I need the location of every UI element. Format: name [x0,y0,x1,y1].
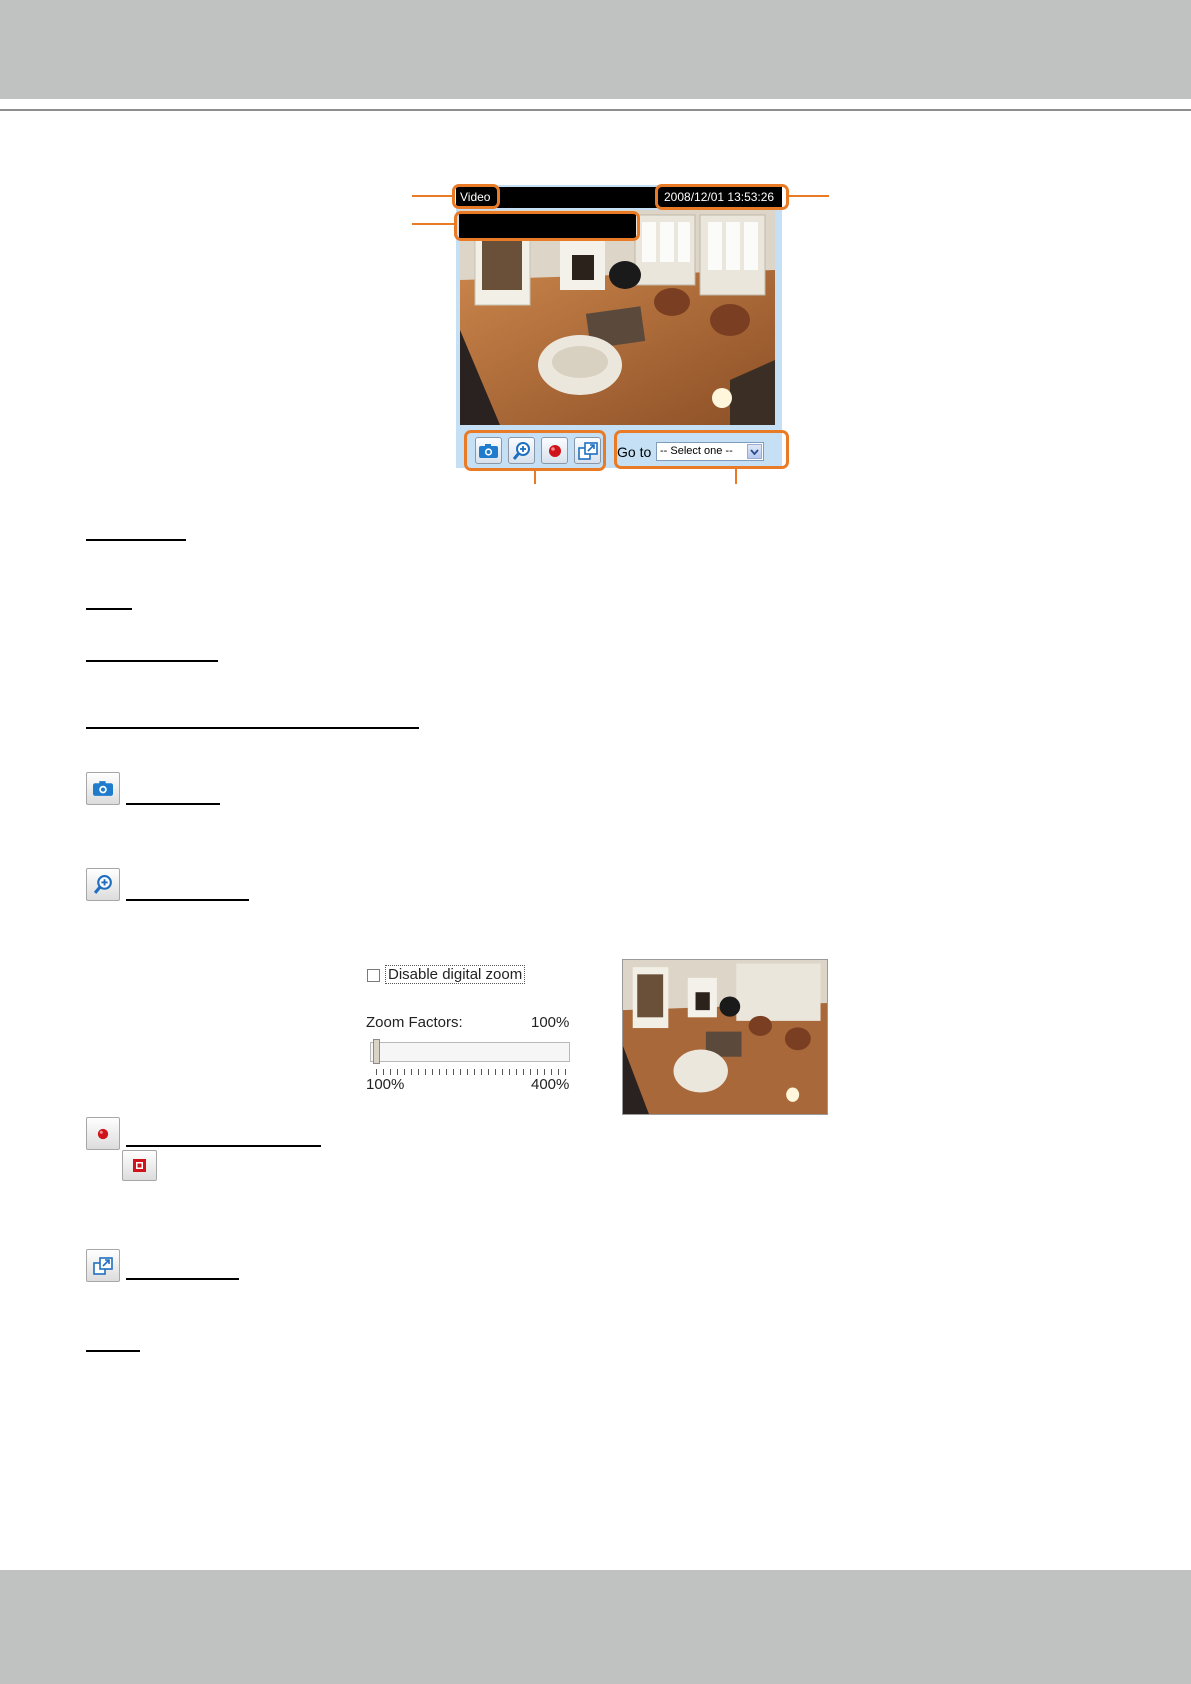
callout-line-control-buttons [534,471,536,484]
zoom-slider-handle[interactable] [373,1039,380,1064]
zoom-factors-label: Zoom Factors: [366,1014,463,1031]
callout-text-overlay [454,211,640,241]
full-screen-icon [578,442,598,460]
heading-rule-2 [86,608,132,610]
digital-zoom-button[interactable] [508,437,535,464]
callout-line-timestamp [789,195,829,197]
heading-rule-3 [86,660,218,662]
zoom-scale-max: 400% [531,1076,570,1093]
digital-zoom-icon-sample [86,868,120,901]
full-screen-button[interactable] [574,437,601,464]
camera-icon [479,444,498,458]
heading-rule-record [126,1145,321,1147]
stop-icon [133,1159,146,1172]
heading-rule-4 [86,727,419,729]
record-button[interactable] [541,437,568,464]
heading-rule-digital-zoom [126,899,249,901]
callout-line-video-title [412,195,452,197]
callout-line-goto [735,469,737,484]
callout-video-title [452,184,500,209]
full-screen-icon-sample [86,1249,120,1282]
heading-rule-snapshot [126,803,220,805]
footer-band [0,1570,1191,1684]
goto-label: Go to [617,444,652,460]
magnifier-zoom-icon [512,441,532,461]
stop-icon-sample [122,1150,157,1181]
record-icon-sample [86,1117,120,1150]
heading-rule-goto [86,1350,140,1352]
header-band [0,0,1191,99]
chevron-down-icon[interactable] [747,444,762,459]
callout-line-text-overlay [412,223,454,225]
record-icon [97,1128,109,1140]
heading-rule-1 [86,539,186,541]
live-video[interactable] [460,210,775,425]
goto-select-value: -- Select one -- [660,445,733,457]
video-title: Video [460,190,491,204]
timestamp: 2008/12/01 13:53:26 [664,190,775,204]
disable-zoom-label[interactable]: Disable digital zoom [385,966,525,984]
zoom-slider-ticks [376,1069,566,1075]
zoom-factors-value: 100% [531,1014,570,1031]
zoom-slider[interactable] [370,1042,570,1062]
snapshot-button[interactable] [475,437,502,464]
disable-zoom-checkbox[interactable] [367,969,380,982]
record-icon [548,444,562,458]
snapshot-icon-sample [86,772,120,805]
full-screen-icon [93,1257,113,1275]
header-rule [0,109,1191,111]
zoom-scale-min: 100% [366,1076,405,1093]
camera-icon [93,781,113,796]
callout-timestamp [655,184,789,210]
goto-select[interactable] [656,442,764,461]
room-image [460,210,775,425]
zoom-preview-thumbnail [622,959,828,1115]
room-thumbnail-image [623,960,827,1114]
heading-rule-full-screen [126,1278,239,1280]
magnifier-zoom-icon [93,874,114,895]
